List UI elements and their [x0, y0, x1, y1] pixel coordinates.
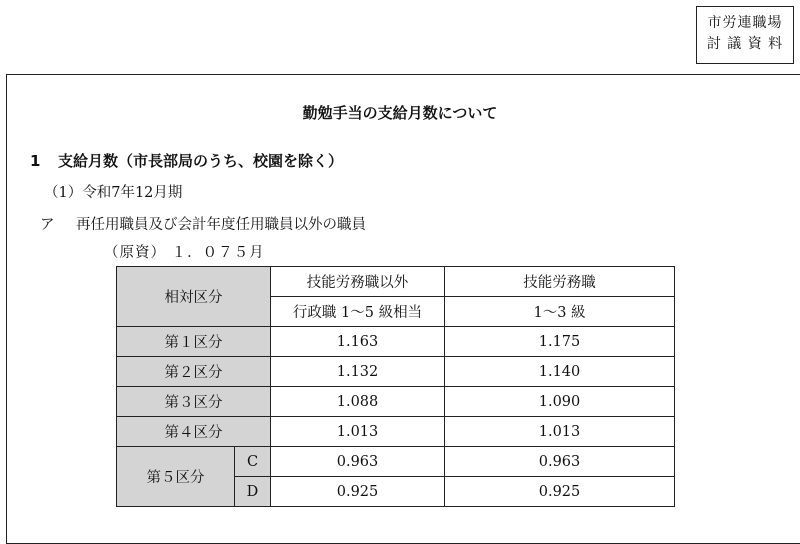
category-mark: ア — [40, 217, 55, 233]
row-value-group1: 1.163 — [271, 327, 445, 357]
header-group2-title: 技能労務職 — [445, 267, 675, 297]
row-value-group2: 0.925 — [445, 477, 675, 507]
row-sub-code: C — [235, 447, 271, 477]
row-value-group1: 0.925 — [271, 477, 445, 507]
section-number: 1 — [30, 152, 41, 170]
table-row — [117, 357, 675, 387]
row-value-group2: 1.013 — [445, 417, 675, 447]
table-row — [117, 417, 675, 447]
original-funds-line: （原資） １．０７５月 — [104, 245, 265, 261]
category-heading — [40, 213, 366, 234]
payment-months-table — [116, 266, 675, 507]
row-value-group1: 1.132 — [271, 357, 445, 387]
table-row — [117, 327, 675, 357]
category-text: 再任用職員及び会計年度任用職員以外の職員 — [76, 217, 366, 233]
discussion-material-stamp — [696, 6, 794, 64]
row-label: 第２区分 — [117, 357, 271, 387]
document-title: 勤勉手当の支給月数について — [302, 104, 498, 122]
header-group1-title: 技能労務職以外 — [271, 267, 445, 297]
row-value-group2: 1.090 — [445, 387, 675, 417]
table-row — [117, 447, 675, 477]
header-relative-category: 相対区分 — [117, 267, 271, 327]
row-value-group1: 1.013 — [271, 417, 445, 447]
section-text: 支給月数（市長部局のうち、校園を除く） — [58, 152, 344, 170]
row-label: 第３区分 — [117, 387, 271, 417]
row-value-group1: 1.088 — [271, 387, 445, 417]
row-label: 第５区分 — [117, 447, 235, 507]
row-value-group2: 1.140 — [445, 357, 675, 387]
row-label: 第４区分 — [117, 417, 271, 447]
row-value-group1: 0.963 — [271, 447, 445, 477]
stamp-line-1: 市労連職場 — [707, 15, 783, 31]
subsection-heading: （1）令和7年12月期 — [44, 185, 183, 201]
table-row — [117, 387, 675, 417]
row-value-group2: 1.175 — [445, 327, 675, 357]
header-group2-sub: 1～3 級 — [445, 297, 675, 327]
section-heading — [30, 150, 343, 171]
row-label: 第１区分 — [117, 327, 271, 357]
row-sub-code: D — [235, 477, 271, 507]
row-value-group2: 0.963 — [445, 447, 675, 477]
stamp-line-2: 討 議 資 料 — [706, 36, 784, 52]
header-group1-sub: 行政職 1～5 級相当 — [271, 297, 445, 327]
